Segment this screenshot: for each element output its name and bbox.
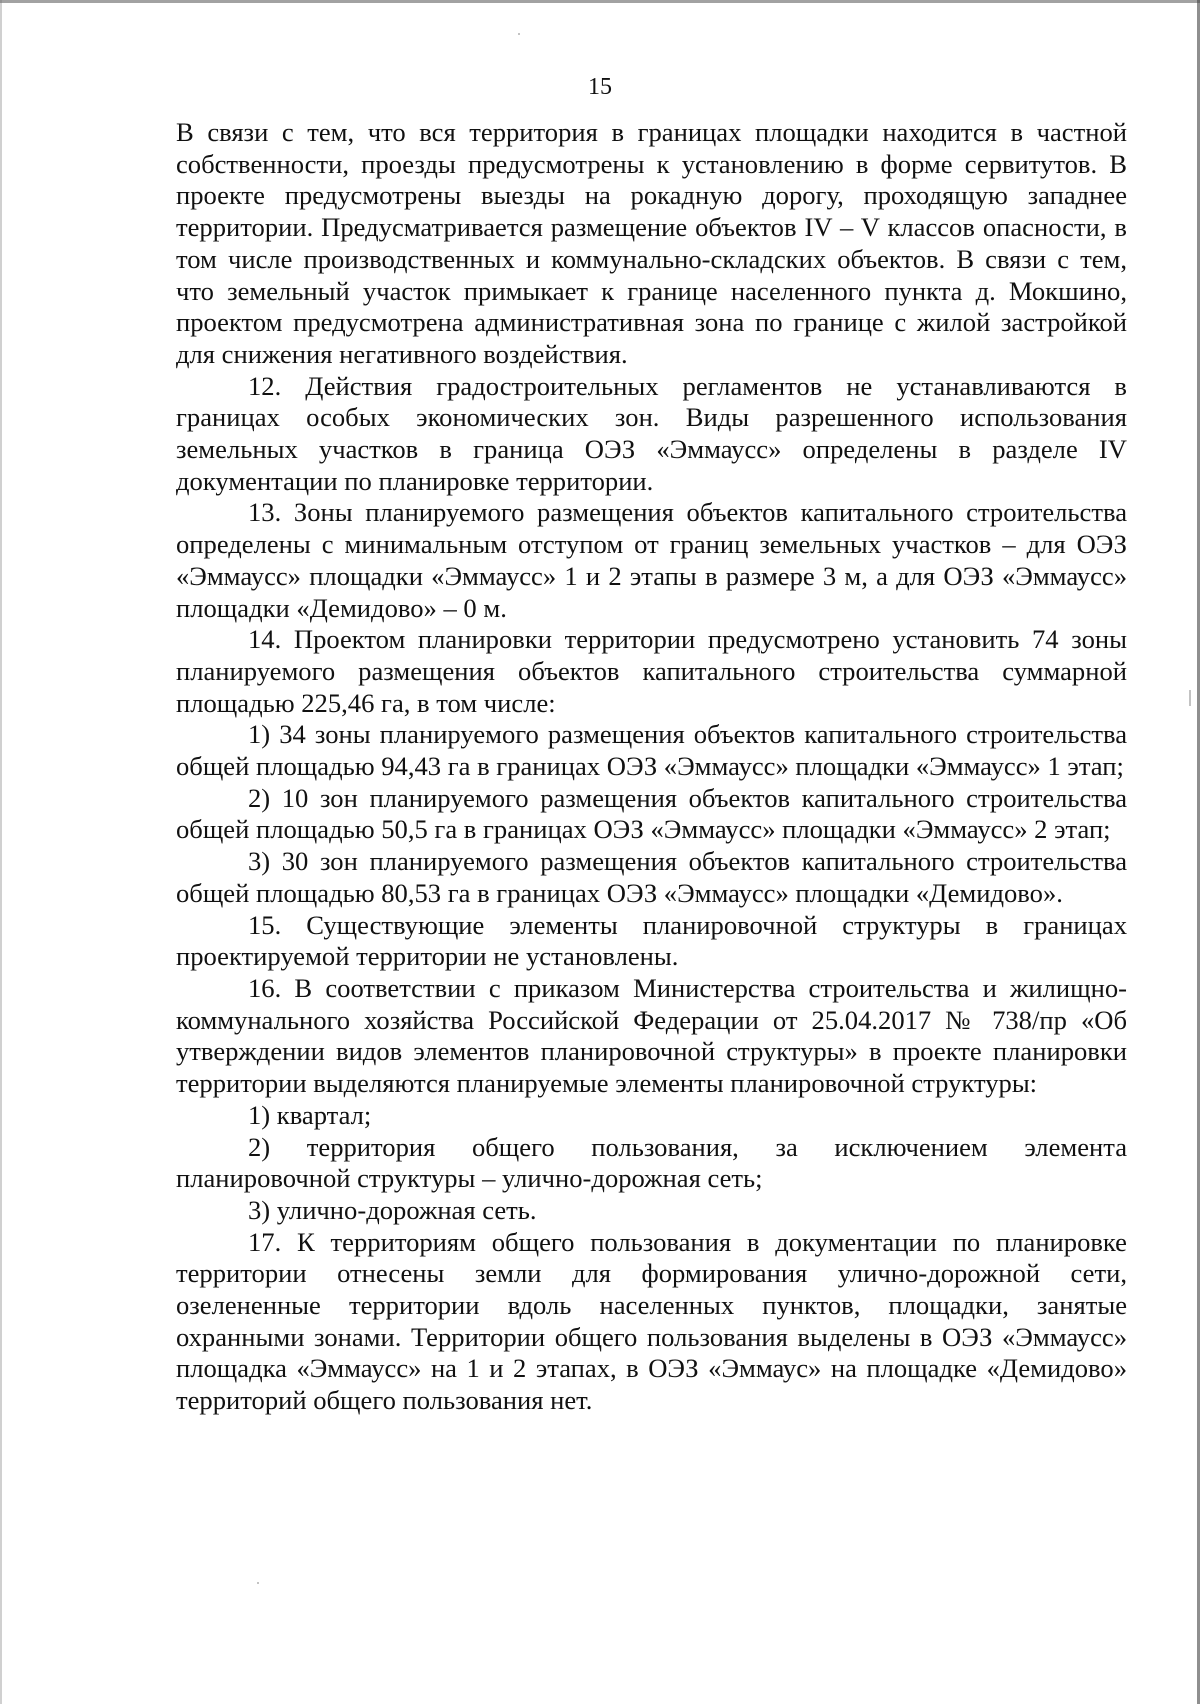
scan-speck xyxy=(1189,690,1191,706)
paragraph: 12. Действия градостроительных регламентов не устанавливаются в границах особых экономических зон. Виды разрешенного использования земельных участков в граница ОЭЗ «Эммаусс» определены в разделе IV документации по планировке территории. xyxy=(176,370,1127,496)
paragraph: В связи с тем, что вся территория в границах площадки находится в частной собственности, проезды предусмотрены к установлению в форме сервитутов. В проекте предусмотрены выезды на рокадную дорогу, проходящую западнее территории. Предусматривается размещение объектов IV – V классов опасности, в том числе производственных и коммунально-складских объектов. В связи с тем, что земельный участок примыкает к границе населенного пункта д. Мокшино, проектом предусмотрена административная зона по границе с жилой застройкой для снижения негативного воздействия. xyxy=(176,117,1127,369)
list-item: 3) улично-дорожная сеть. xyxy=(248,1194,537,1225)
list-item: 1) квартал; xyxy=(248,1099,372,1130)
paragraph: 13. Зоны планируемого размещения объектов капитального строительства определены с минимальным отступом от границ земельных участков – для ОЭЗ «Эммаусс» площадки «Эммаусс» 1 и 2 этапы в размере 3 м, а для ОЭЗ «Эммаусс» площадки «Демидово» – 0 м. xyxy=(176,497,1127,623)
list-item: 1) 34 зоны планируемого размещения объектов капитального строительства общей площадью 94,43 га в границах ОЭЗ «Эммаусс» площадки «Эммаусс» 1 этап; xyxy=(176,719,1127,782)
scan-speck xyxy=(518,33,520,35)
page-number: 15 xyxy=(588,74,612,100)
list-item: 3) 30 зон планируемого размещения объектов капитального строительства общей площадью 80,53 га в границах ОЭЗ «Эммаусс» площадки «Демидово». xyxy=(176,846,1127,908)
paragraph: 15. Существующие элементы планировочной структуры в границах проектируемой территории не установлены. xyxy=(176,909,1127,972)
paragraph: 16. В соответствии с приказом Министерства строительства и жилищно-коммунального хозяйства Российской Федерации от 25.04.2017 № 738/пр «Об утверждении видов элементов планировочной структуры» в проекте планировки территории выделяются планируемые элементы планировочной структуры: xyxy=(176,972,1127,1099)
scan-edge-top xyxy=(0,0,1200,3)
document-body xyxy=(176,117,1127,1417)
scan-speck xyxy=(257,1582,259,1584)
scan-edge-left xyxy=(0,0,2,1704)
paragraph: 14. Проектом планировки территории предусмотрено установить 74 зоны планируемого размещения объектов капитального строительства суммарной площадью 225,46 га, в том числе: xyxy=(176,624,1127,718)
list-item: 2) территория общего пользования, за исключением элемента планировочной структуры – улично-дорожная сеть; xyxy=(176,1131,1127,1194)
list-item: 2) 10 зон планируемого размещения объектов капитального строительства общей площадью 50,5 га в границах ОЭЗ «Эммаусс» площадки «Эммаусс» 2 этап; xyxy=(176,782,1127,845)
paragraph: 17. К территориям общего пользования в документации по планировке территории отнесены земли для формирования улично-дорожной сети, озелененные территории вдоль населенных пунктов, площадки, занятые охранными зонами. Территории общего пользования выделены в ОЭЗ «Эммаусс» площадка «Эммаусс» на 1 и 2 этапах, в ОЭЗ «Эммаус» на площадке «Демидово» территорий общего пользования нет. xyxy=(176,1226,1127,1416)
